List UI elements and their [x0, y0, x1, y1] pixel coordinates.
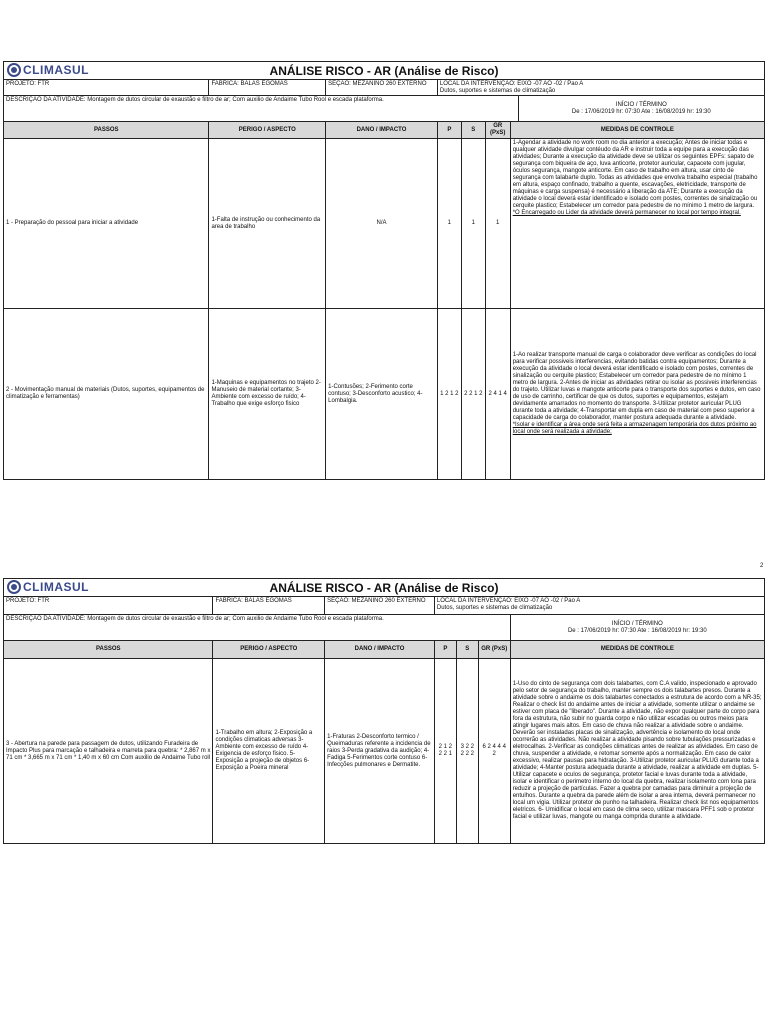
col-gr: GR (PxS)	[486, 122, 511, 138]
dates-value: De : 17/06/2019 hr: 07:30 Ate : 16/08/2019 hr: 19:30	[567, 627, 707, 634]
inicio-termino-label: INÍCIO / TÉRMINO	[615, 101, 667, 108]
gr-cell: 1	[486, 139, 511, 308]
medidas-cell	[511, 659, 764, 843]
passo-cell: 3 - Abertura na parede para passagem de dutos, utilizando Furadeira de Impacto Plus para marcação e talhadeira e marreta para quebra: * 2,867 m x 71 cm * 3,665 m x 71 cm * 1,40 m x 60 cm Com auxilio de Andaime Tubo roll	[4, 659, 213, 843]
medidas-note: *Isolar e identificar a área onde será feita a armazenagem temporária dos dutos próximo ao local onde será realizada a atividade;	[512, 422, 757, 435]
secao-field: SEÇÃO: MEZANINO 260 EXTERNO	[325, 597, 435, 614]
perigo-cell: 1-Trabalho em altura; 2-Exposição a condições climaticas adversas 3-Ambiente com excesso de ruído 4-Exigencia de esforço fisico. 5-Exposição a projeção de objetos 6-Exposição a Poeira mineral	[213, 659, 325, 843]
climasul-logo	[7, 580, 89, 594]
p-cell: 1	[438, 139, 462, 308]
col-passos: PASSOS	[4, 122, 209, 138]
col-dano: DANO / IMPACTO	[325, 641, 435, 658]
col-perigo: PERIGO / ASPECTO	[209, 122, 326, 138]
secao-field: SEÇÃO: MEZANINO 260 EXTERNO	[326, 80, 438, 95]
column-header-row	[4, 122, 764, 139]
gr-cell: 6 2 4 4 4 2	[479, 659, 511, 843]
dano-cell: 1-Fraturas 2-Desconforto termico / Queimaduras referente a incidencia de raios 3-Perda gradativa da audição; 4-Fadiga 5-Ferimentos corte contuso 6-Infecções pulmonares e Dermatite.	[325, 659, 435, 843]
fabrica-field: FABRICA: BALAS EGOMAS	[213, 597, 325, 614]
medidas-note: *O Encarregado ou Lider da atividade deverá permanecer no local por tempo integral.	[512, 210, 741, 216]
table-row	[4, 659, 764, 843]
medidas-text: 1-Uso do cinto de segurança com dois talabartes, com C.A valido, inspecionado e aprovado pelo setor de segurança do trabalho, manter sempre os dois talabartes presos. Durante a atividade sobre o andaime os dois talabartes conectados a estrutura de acordo com a NR-35; Realizar o check list do andaime antes de iniciar a atividade, somente utilizar o andaime se estiver com placa de "liberado". Durante a atividade, não expor qualquer parte do corpo para fora da estrutura, não subir no guarda corpo e não utilizar escadas ou outros meios para atingir lugares mais altos. Em caso de chuva não realizar a atividade sobre o andaime. Deverão ser instaladas placas de sinalização, advertência e isolamento do local onde ocorrerão as atividades. Não realizar a atividade pisando sobre tubulações pressurizadas e eletrocalhas. 2-Verificar as condições climaticas antes de realizar as atividades. Em caso de chuva, suspender a atividade, e retomar somente após a normalização. Em caso de calor excessivo, realizar pausas para hidratação. 3-Utilizar protetor auricular PLUG durante toda a atividade; 4-Manter postura adequada durante a atividade, realizar a atividade em duplas. 5-Utilizar capacete e oculos de segurança, protetor facial e luvas durante toda a atividade, isolar e identificar o perimetro interno do local da quebra, realizar isolamento com lona para reduzir a projeção de partículas. Fazer a quebra por camadas para diminuir a projeção de entulhos. Durante a quebra da parede além de isolar a area interna, deverá permanecer no local um vigia. Utilizar protetor de punho na talhadeira. Realizar check list nos equipamentos eletricos. 6- Umidificar o local em caso de clima seco, utilizar mascara PFF1 sob o protetor facial e utilizar luvas, mangote ou manga comprida durante a atividade.	[512, 681, 762, 820]
table-row	[4, 139, 764, 309]
passo-cell: 1 - Preparação do pessoal para iniciar a atividade	[4, 139, 209, 308]
dano-cell: N/A	[326, 139, 438, 308]
dano-cell: 1-Contusões; 2-Ferimento corte contuso; 3-Desconforto acustico; 4-Lombalgia.	[326, 309, 438, 479]
s-cell: 2 2 1 2	[462, 309, 486, 479]
fabrica-field: FABRICA: BALAS EGOMAS	[209, 80, 326, 95]
description-row	[4, 96, 764, 122]
table-row	[4, 309, 764, 479]
p-cell: 2 1 2 2 2 1	[435, 659, 457, 843]
s-cell: 1	[462, 139, 486, 308]
col-medidas: MEDIDAS DE CONTROLE	[511, 122, 764, 138]
title-row	[4, 579, 764, 597]
medidas-text: 1-Agendar a atividade no work room no dia anterior a execução; Antes de iniciar todas e qualquer atividade divulgar contéudo da AR e instruir toda a equipe para a execução das atividades; Durante a execução da atividade deve se utilizar os seguintes EPFs: sapato de segurança com biqueira de aço, luva anticorte, protetor auricular, capacete com jugular, óculos segurança, mangote anticorte. Em caso de trabalho em altura, usar cinto de segurança com talabarte duplo. Todas as atividades que envolva trabalho especial (trabalho em altura, espaço confinado, trabalho a quente, escavações, eletricidade, transporte de máquinas e carga suspensa) é necessário a liberação da ATE; Durante a execução da atividade o local deverá estar identificado e isolado com postes, correntes de sinalização ou cerquite plastico; Estabelecer um corredor para pedestre de no mínimo 1 metro de largura.	[512, 140, 758, 209]
col-p: P	[435, 641, 457, 658]
projeto-field: PROJETO: FTR	[4, 80, 209, 95]
passo-cell: 2 - Movimentação manual de materiais (Dutos, suportes, equipamentos de climatização e ferramentas)	[4, 309, 209, 479]
medidas-text: 1-Ao realizar transporte manual de carga o colaborador deve verificar as condições do local para verificar possiveis interferencias, evitando batidas contra equipamentos; Durante a execução da atividade o local deverá estar identificado e isolado com postes, correntes de sinalização ou cerquite plastico; Estabelecer um corredor para pedestre de no mínimo 1 metro de largura. 2-Antes de iniciar as atividades retirar ou isolar as possiveis interferencias do trajeto. Utilizar luvas e mangote anticorte para o transporte dos suportes e dutos, em caso de uso de carrinho, certificar de que os dutos, suportes e equipamentos, estejam devidamente amarrados no momento do transporte. 3-Utilizar protetor auricular PLUG durante toda a atividade; 4-Transportar em dupla em caso de material com peso superior a capacidade de carga do colaborador, manter postura adequada durante a atividade.	[512, 352, 761, 421]
descricao-field: DESCRIÇÃO DA ATIVIDADE: Montagem de dutos circular de exaustão e filtro de ar; Com auxilio de Andaime Tubo Rool e escada plataforma.	[4, 615, 511, 640]
column-header-row	[4, 641, 764, 659]
col-s: S	[457, 641, 479, 658]
risk-analysis-page-1	[3, 61, 765, 480]
medidas-cell	[511, 309, 764, 479]
gr-cell: 2 4 1 4	[486, 309, 511, 479]
col-perigo: PERIGO / ASPECTO	[213, 641, 325, 658]
risk-analysis-page-2	[3, 578, 765, 844]
local-field	[438, 80, 764, 95]
col-gr: GR (PxS)	[479, 641, 511, 658]
local-label: LOCAL DA INTERVENÇÃO: EIXO -07 AO -02 / Pao A	[436, 598, 581, 604]
projeto-field: PROJETO: FTR	[4, 597, 213, 614]
logo-circle-icon	[7, 63, 21, 77]
local-label: LOCAL DA INTERVENÇÃO: EIXO -07 AO -02 / Pao A	[439, 81, 584, 87]
col-dano: DANO / IMPACTO	[326, 122, 438, 138]
project-info-row	[4, 597, 764, 615]
perigo-cell: 1-Falta de instrução ou conhecimento da area de trabalho	[209, 139, 326, 308]
risk-analysis-sheet	[3, 578, 765, 844]
document-title: ANÁLISE RISCO - AR (Análise de Risco)	[269, 63, 499, 78]
brand-name: CLIMASUL	[23, 63, 89, 77]
p-cell: 1 2 1 2	[438, 309, 462, 479]
title-row	[4, 62, 764, 80]
climasul-logo	[7, 63, 89, 77]
medidas-cell	[511, 139, 764, 308]
description-row	[4, 615, 764, 641]
dates-field	[511, 615, 764, 640]
col-medidas: MEDIDAS DE CONTROLE	[511, 641, 764, 658]
dates-field	[519, 96, 764, 121]
col-p: P	[438, 122, 462, 138]
dates-value: De : 17/06/2019 hr: 07:30 Ate : 16/08/2019 hr: 19:30	[571, 108, 711, 115]
logo-circle-icon	[7, 580, 21, 594]
inicio-termino-label: INÍCIO / TÉRMINO	[611, 620, 663, 627]
document-title: ANÁLISE RISCO - AR (Análise de Risco)	[269, 580, 499, 595]
s-cell: 3 2 2 2 2 2	[457, 659, 479, 843]
brand-name: CLIMASUL	[23, 580, 89, 594]
perigo-cell: 1-Maquinas e equipamentos no trajeto 2-Manuseio de material cortante; 3-Ambiente com excesso de ruído; 4-Trabalho que exige esforço fisico	[209, 309, 326, 479]
local-field	[435, 597, 764, 614]
project-info-row	[4, 80, 764, 96]
col-s: S	[462, 122, 486, 138]
risk-analysis-sheet	[3, 61, 765, 480]
col-passos: PASSOS	[4, 641, 213, 658]
page-number: 2	[760, 563, 764, 569]
local-detail: Dutos, suportes e sistemas de climatização	[439, 88, 556, 94]
descricao-field: DESCRIÇÃO DA ATIVIDADE: Montagem de dutos circular de exaustão e filtro de ar; Com auxilio de Andaime Tubo Rool e escada plataforma.	[4, 96, 519, 121]
local-detail: Dutos, suportes e sistemas de climatização	[436, 605, 553, 611]
